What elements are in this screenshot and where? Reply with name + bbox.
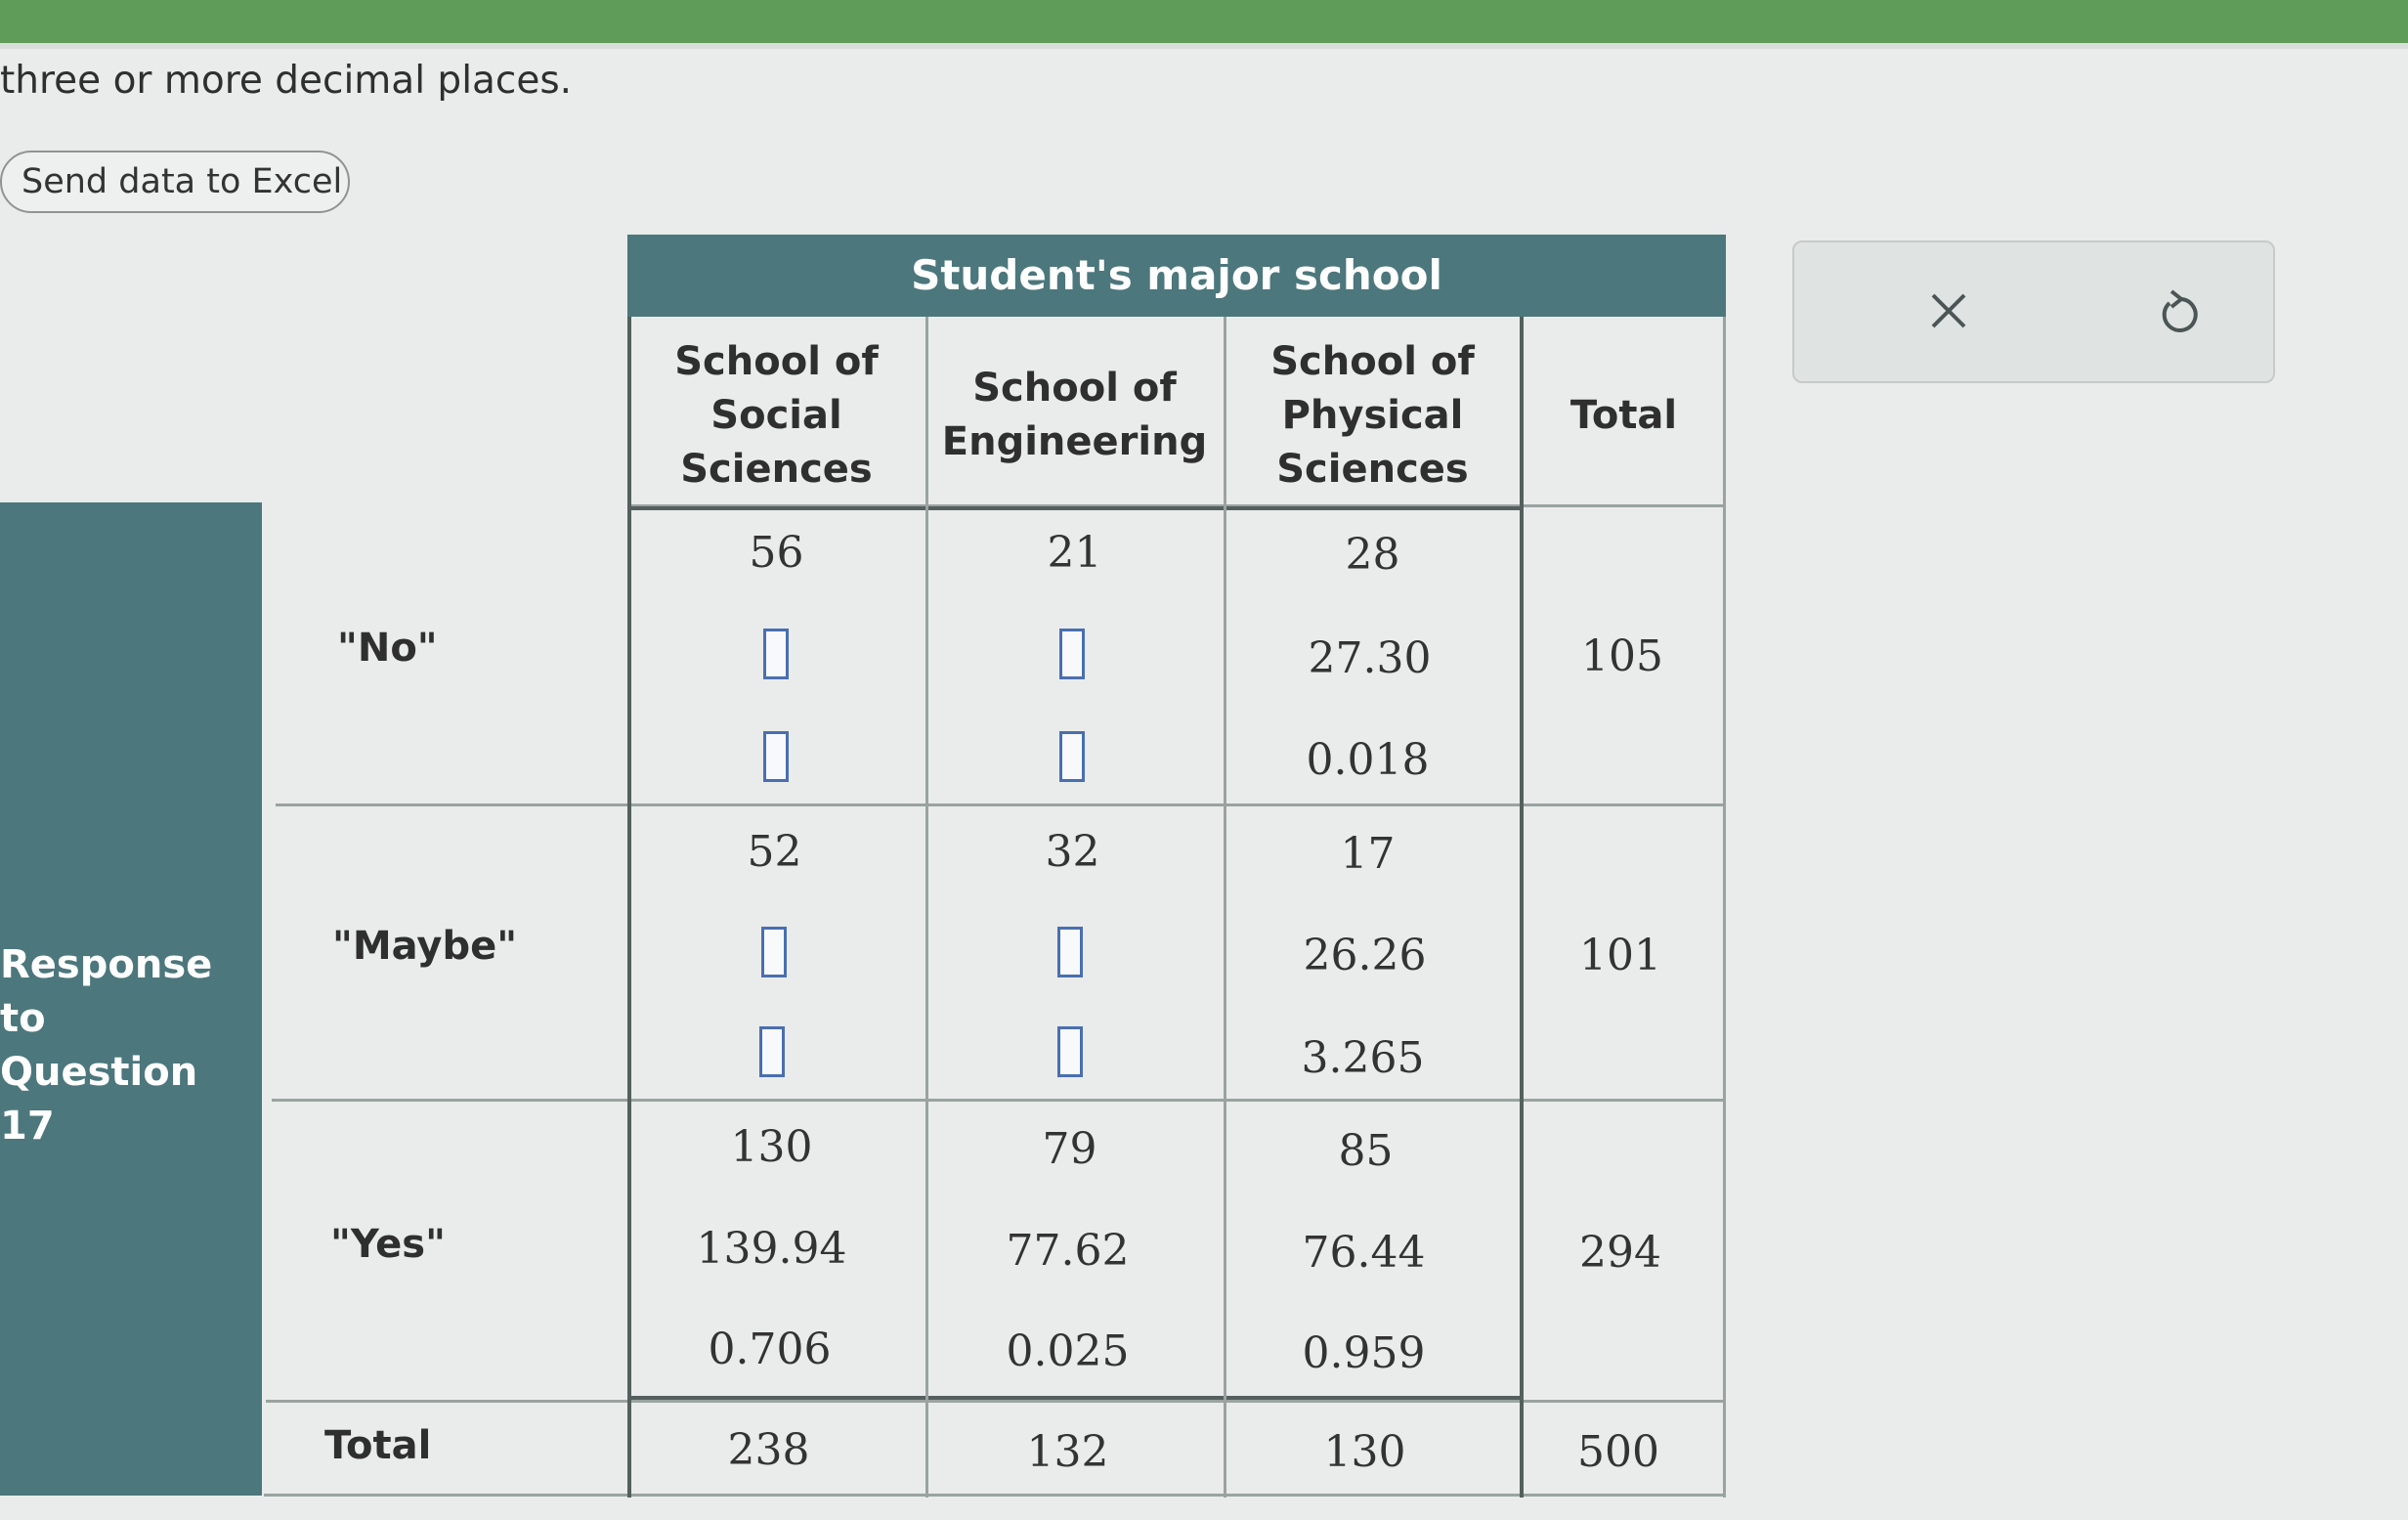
column-header-physical-sciences: School of Physical Sciences [1270, 338, 1475, 492]
column-total-social: 238 [727, 1425, 810, 1475]
grid-line [627, 317, 631, 1498]
column-header-total: Total [1570, 392, 1678, 438]
contribution-input-no-social[interactable] [763, 731, 789, 782]
observed-maybe-social: 52 [747, 827, 802, 877]
top-bar [0, 0, 2408, 43]
contribution-maybe-physical: 3.265 [1301, 1033, 1425, 1083]
send-data-to-excel-button[interactable]: Send data to Excel [0, 151, 350, 213]
row-label-no: "No" [337, 626, 438, 671]
expected-no-physical: 27.30 [1308, 633, 1432, 683]
grid-line [1520, 317, 1524, 1498]
row-label-maybe: "Maybe" [332, 924, 518, 969]
grid-line [264, 1494, 1726, 1497]
contribution-yes-engineering: 0.025 [1006, 1326, 1130, 1376]
expected-maybe-physical: 26.26 [1303, 931, 1427, 980]
close-icon[interactable] [1919, 282, 1978, 340]
row-total-no: 105 [1581, 631, 1663, 681]
row-label-total: Total [324, 1423, 432, 1468]
row-total-yes: 294 [1579, 1228, 1661, 1278]
grand-total: 500 [1577, 1427, 1659, 1477]
expected-input-maybe-social[interactable] [761, 927, 787, 977]
observed-yes-engineering: 79 [1042, 1124, 1097, 1174]
observed-maybe-physical: 17 [1340, 829, 1396, 879]
observed-yes-physical: 85 [1338, 1126, 1394, 1176]
grid-line [276, 803, 1726, 806]
row-group-label: Response to Question 17 [0, 942, 213, 1149]
observed-no-physical: 28 [1345, 530, 1400, 580]
column-header-engineering: School of Engineering [941, 366, 1208, 464]
answer-tools-panel [1792, 240, 2275, 383]
instruction-text: three or more decimal places. [0, 59, 573, 103]
column-group-header [627, 235, 1726, 317]
grid-line [1224, 317, 1226, 1498]
contribution-yes-physical: 0.959 [1302, 1328, 1426, 1378]
observed-yes-social: 130 [730, 1122, 813, 1172]
row-total-maybe: 101 [1579, 931, 1661, 980]
contribution-input-maybe-social[interactable] [759, 1026, 785, 1077]
contribution-input-no-engineering[interactable] [1059, 731, 1085, 782]
row-label-yes: "Yes" [330, 1222, 446, 1267]
expected-yes-engineering: 77.62 [1006, 1226, 1130, 1276]
undo-icon[interactable] [2150, 282, 2209, 340]
expected-input-no-social[interactable] [763, 629, 789, 679]
contribution-no-physical: 0.018 [1306, 735, 1430, 785]
expected-input-no-engineering[interactable] [1059, 629, 1085, 679]
expected-yes-social: 139.94 [696, 1224, 847, 1274]
expected-yes-physical: 76.44 [1302, 1228, 1426, 1278]
contingency-table [627, 317, 1726, 1498]
observed-no-social: 56 [749, 528, 804, 578]
column-group-title: Student's major school [911, 251, 1442, 299]
grid-line [1723, 317, 1726, 1498]
observed-maybe-engineering: 32 [1045, 827, 1100, 877]
observed-no-engineering: 21 [1047, 528, 1102, 578]
grid-line [272, 1099, 1726, 1102]
column-total-engineering: 132 [1026, 1427, 1109, 1477]
grid-line [627, 506, 1522, 510]
grid-line [925, 317, 928, 1498]
contribution-yes-social: 0.706 [708, 1325, 832, 1374]
column-total-physical: 130 [1323, 1427, 1406, 1477]
column-header-social-sciences: School of Social Sciences [674, 338, 879, 492]
contribution-input-maybe-engineering[interactable] [1057, 1026, 1083, 1077]
grid-line [266, 1400, 1726, 1403]
top-strip [0, 43, 2408, 49]
expected-input-maybe-engineering[interactable] [1057, 927, 1083, 977]
